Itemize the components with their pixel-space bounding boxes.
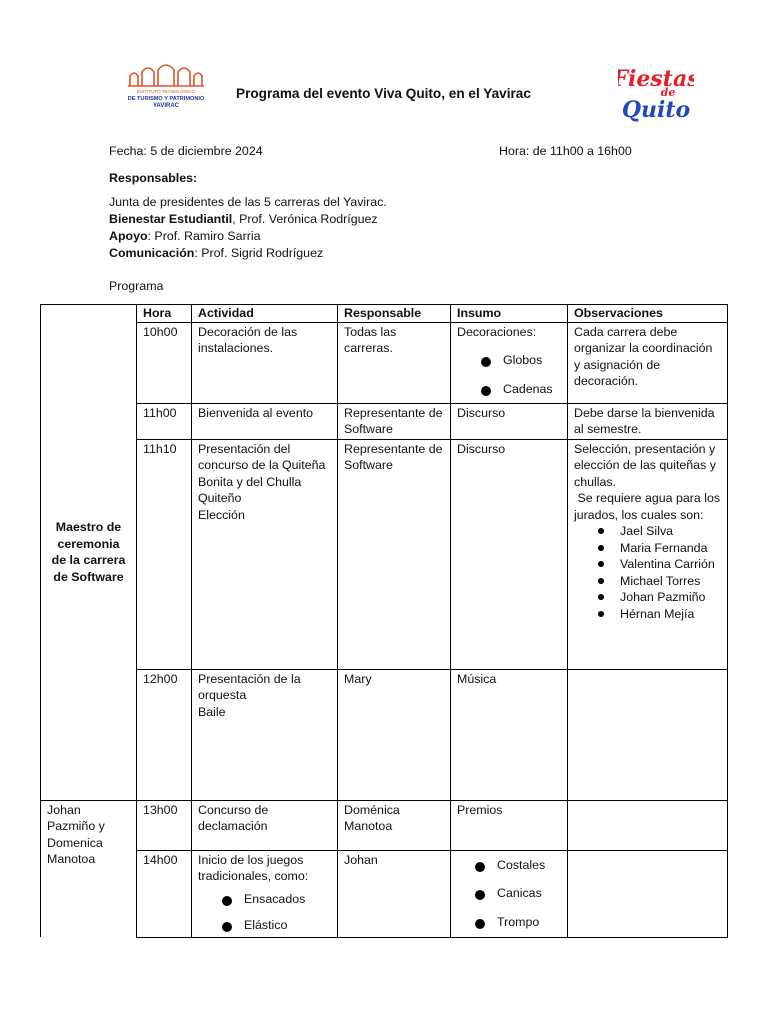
cell-responsable: Todas las carreras.	[338, 322, 451, 403]
actividad-list	[198, 891, 331, 934]
cell-hora: 11h00	[137, 403, 192, 439]
list-item: Canicas	[451, 885, 561, 902]
table-row	[41, 669, 728, 800]
document-title: Programa del evento Viva Quito, en el Yavirac	[236, 86, 531, 101]
cell-actividad	[192, 669, 338, 800]
list-item: Globos	[457, 352, 561, 369]
hora-text: Hora: de 11h00 a 16h00	[499, 144, 632, 158]
logo-right-line1: iesta	[628, 66, 688, 92]
bienestar-line	[109, 212, 378, 226]
cell-insumo: Discurso	[451, 439, 568, 669]
cell-insumo: Discurso	[451, 403, 568, 439]
list-item: Valentina Carrión	[574, 556, 721, 573]
apoyo-value: : Prof. Ramiro Sarria	[147, 229, 261, 243]
group-label-johan	[41, 800, 137, 937]
cell-observaciones	[568, 669, 728, 800]
cell-observaciones: Debe darse la bienvenida al semestre.	[568, 403, 728, 439]
cell-insumo: Premios	[451, 800, 568, 850]
cell-actividad: Bienvenida al evento	[192, 403, 338, 439]
cell-responsable: Representante de Software	[338, 439, 451, 669]
yavirac-logo	[126, 62, 206, 110]
cell-observaciones	[568, 850, 728, 937]
cell-insumo	[451, 850, 568, 937]
jurados-list	[574, 523, 721, 622]
cell-responsable: Doménica Manotoa	[338, 800, 451, 850]
program-table	[40, 304, 728, 938]
cell-hora: 11h10	[137, 439, 192, 669]
comunicacion-value: : Prof. Sigrid Rodríguez	[194, 246, 324, 260]
list-item: Jael Silva	[574, 523, 721, 540]
cell-responsable: Mary	[338, 669, 451, 800]
cell-insumo	[451, 322, 568, 403]
cell-actividad: Decoración de las instalaciones.	[192, 322, 338, 403]
cell-insumo: Música	[451, 669, 568, 800]
group-label-maestro	[41, 305, 137, 801]
list-item: Cadenas	[457, 381, 561, 398]
fecha-text: Fecha: 5 de diciembre 2024	[109, 144, 263, 158]
cell-hora: 13h00	[137, 800, 192, 850]
table-row	[41, 439, 728, 669]
list-item: Costales	[451, 857, 561, 874]
cell-hora: 14h00	[137, 850, 192, 937]
header-insumo: Insumo	[451, 305, 568, 323]
bienestar-label: Bienestar Estudiantil	[109, 212, 233, 226]
actividad-line: Baile	[198, 704, 226, 719]
apoyo-line	[109, 229, 260, 243]
group2-label: Johan Pazmiño y Domenica Manotoa	[47, 802, 105, 866]
cell-hora: 12h00	[137, 669, 192, 800]
insumo-text: Decoraciones:	[457, 324, 537, 339]
group1-label: Maestro de ceremonia de la carrera de Software	[51, 520, 126, 584]
cell-responsable: Representante de Software	[338, 403, 451, 439]
header-hora: Hora	[137, 305, 192, 323]
header-actividad: Actividad	[192, 305, 338, 323]
table-row	[41, 850, 728, 937]
list-item: Michael Torres	[574, 573, 721, 590]
responsables-heading: Responsables:	[109, 171, 198, 185]
cell-responsable: Johan	[338, 850, 451, 937]
header-observaciones: Observaciones	[568, 305, 728, 323]
observaciones-text: Se requiere agua para los jurados, los cuales son:	[574, 491, 724, 522]
list-item: Trompo	[451, 914, 561, 931]
cell-actividad	[192, 850, 338, 937]
table-row	[41, 800, 728, 850]
logo-right-line2: de	[660, 86, 676, 99]
list-item: Ensacados	[198, 891, 331, 908]
actividad-line: Presentación de la orquesta	[198, 671, 301, 702]
logo-left-line1: INSTITUTO TECNOLÓGICO	[136, 89, 196, 94]
logo-left-line3: YAVIRAC	[152, 103, 180, 109]
list-item: Johan Pazmiño	[574, 589, 721, 606]
apoyo-label: Apoyo	[109, 229, 148, 243]
cell-actividad	[192, 439, 338, 669]
actividad-text: Inicio de los juegos tradicionales, como:	[198, 852, 309, 883]
observaciones-text: Selección, presentación y elección de las quiteñas y chullas.	[574, 441, 716, 489]
logo-right-line3: Quito	[621, 97, 691, 122]
insumo-list	[457, 352, 561, 397]
cell-observaciones	[568, 439, 728, 669]
cell-hora: 10h00	[137, 322, 192, 403]
cell-observaciones	[568, 800, 728, 850]
table-header-row	[41, 305, 728, 323]
insumo-list	[451, 857, 561, 931]
comunicacion-label: Comunicación	[109, 246, 195, 260]
logo-left-line2: DE TURISMO Y PATRIMONIO	[127, 96, 205, 102]
list-item: Elástico	[198, 917, 331, 934]
list-item: Hérnan Mejía	[574, 606, 721, 623]
programa-label: Programa	[109, 279, 164, 293]
junta-text: Junta de presidentes de las 5 carreras del Yavirac.	[109, 195, 387, 209]
list-item: Maria Fernanda	[574, 540, 721, 557]
table-row	[41, 322, 728, 403]
cell-actividad: Concurso de declamación	[192, 800, 338, 850]
fiestas-de-quito-logo	[618, 62, 694, 122]
comunicacion-line	[109, 246, 323, 260]
actividad-line: Elección	[198, 507, 245, 522]
header-responsable: Responsable	[338, 305, 451, 323]
bienestar-value: , Prof. Verónica Rodríguez	[232, 212, 378, 226]
cell-observaciones: Cada carrera debe organizar la coordinación y asignación de decoración.	[568, 322, 728, 403]
table-row	[41, 403, 728, 439]
actividad-line: Presentación del concurso de la Quiteña Bonita y del Chulla Quiteño	[198, 441, 326, 505]
